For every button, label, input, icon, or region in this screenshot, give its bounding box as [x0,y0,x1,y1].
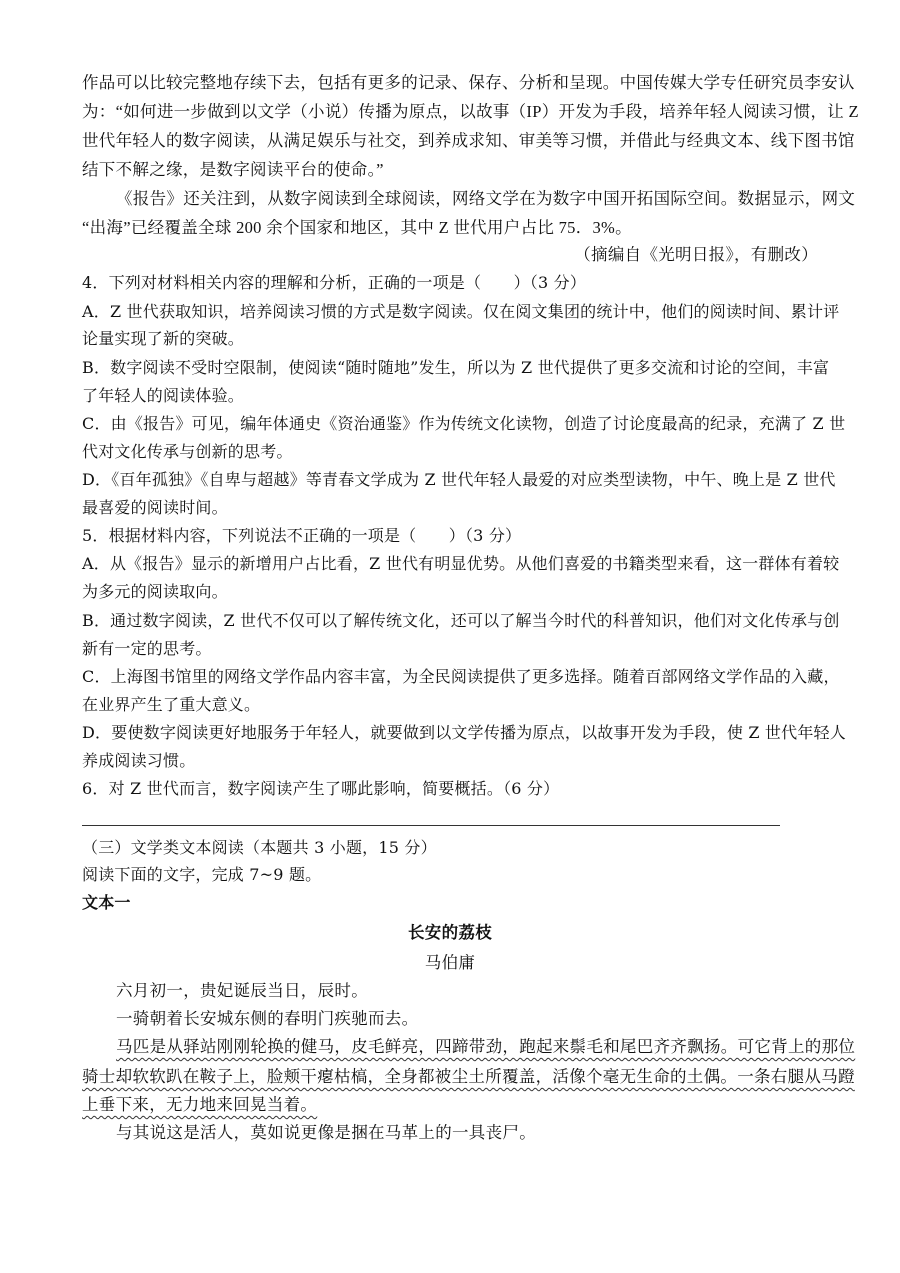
q5-option-d: D．要使数字阅读更好地服务于年轻人，就要做到以文学传播为原点，以故事开发为手段，使 Z 世代年轻人 [82,723,846,742]
story-title: 长安的荔枝 [408,923,492,942]
q5-option-a-cont: 为多元的阅读取向。 [82,582,228,601]
q4-option-a-cont: 论量实现了新的突破。 [82,329,245,348]
question-6-stem: 6．对 Z 世代而言，数字阅读产生了哪此影响，简要概括。（6 分） [82,779,560,798]
passage-line: 世代年轻人的数字阅读，从满足娱乐与社交，到养成求知、审美等习惯，并借此与经典文本、线下图书馆 [82,131,855,150]
section-divider [82,825,780,826]
underlined-sentence: 上垂下来，无力地来回晃当着。 [82,1095,318,1114]
passage-line: 《报告》还关注到，从数字阅读到全球阅读，网络文学在为数字中国开拓国际空间。数据显示，网文 [116,189,856,208]
q4-option-b-cont: 了年轻人的阅读体验。 [82,386,245,405]
story-paragraph-1: 六月初一，贵妃诞辰当日，辰时。 [116,981,368,1000]
story-paragraph-3-line [116,1036,855,1058]
passage-source: （摘编自《光明日报》，有删改） [574,245,818,264]
q5-option-c-cont: 在业界产生了重大意义。 [82,695,261,714]
q4-option-d: D．《百年孤独》《自卑与超越》等青春文学成为 Z 世代年轻人最爱的对应类型读物，中午、晚上是 Z 世代 [82,470,836,489]
underlined-sentence: 骑士却软软趴在鞍子上，脸颊干瘪枯槁，全身都被尘土所覆盖，活像个毫无生命的土偶。一条右腿从马蹬 [82,1067,855,1086]
text-one-label: 文本一 [82,893,131,912]
underlined-sentence: 马匹是从驿站刚刚轮换的健马，皮毛鲜亮，四蹄带劲，跑起来鬃毛和尾巴齐齐飘扬。可它背上的那位 [116,1037,856,1056]
passage-line: 为：“如何进一步做到以文学（小说）传播为原点，以故事（IP）开发为手段，培养年轻人阅读习惯，让 Z [82,102,859,121]
question-4-stem: 4．下列对材料相关内容的理解和分析，正确的一项是（ ）（3 分） [82,273,587,292]
passage-line: 作品可以比较完整地存续下去，包括有更多的记录、保存、分析和呈现。中国传媒大学专任研究员李安认 [82,73,855,92]
q5-option-c: C．上海图书馆里的网络文学作品内容丰富，为全民阅读提供了更多选择。随着百部网络文学作品的入藏， [82,667,840,686]
section-3-instruction: 阅读下面的文字，完成 7~9 题。 [82,865,322,884]
q4-option-d-cont: 最喜爱的阅读时间。 [82,498,228,517]
story-paragraph-3-line [82,1094,317,1116]
story-paragraph-3-line [82,1066,855,1088]
story-author: 马伯庸 [424,953,476,972]
story-paragraph-4: 与其说这是活人，莫如说更像是捆在马革上的一具丧尸。 [116,1123,536,1142]
passage-line: “出海”已经覆盖全球 200 余个国家和地区，其中 Z 世代用户占比 75．3%。 [82,218,632,237]
q5-option-d-cont: 养成阅读习惯。 [82,751,196,770]
story-paragraph-2: 一骑朝着长安城东侧的春明门疾驰而去。 [116,1009,419,1028]
question-5-stem: 5．根据材料内容，下列说法不正确的一项是（ ）（3 分） [82,526,522,545]
q5-option-b-cont: 新有一定的思考。 [82,639,212,658]
q4-option-a: A．Z 世代获取知识，培养阅读习惯的方式是数字阅读。仅在阅文集团的统计中，他们的阅读时间、累计评 [82,302,840,321]
passage-line: 结下不解之缘，是数字阅读平台的使命。” [82,160,384,179]
q4-option-b: B．数字阅读不受时空限制，使阅读“随时随地”发生，所以为 Z 世代提供了更多交流和讨论的空间，丰富 [82,358,830,377]
q4-option-c-cont: 代对文化传承与创新的思考。 [82,442,293,461]
q5-option-b: B．通过数字阅读，Z 世代不仅可以了解传统文化，还可以了解当今时代的科普知识，他们对文化传承与创 [82,611,840,630]
section-3-heading: （三）文学类文本阅读（本题共 3 小题，15 分） [82,838,437,857]
q4-option-c: C．由《报告》可见，编年体通史《资治通鉴》作为传统文化读物，创造了讨论度最高的纪录，充满了 Z 世 [82,414,846,433]
q5-option-a: A．从《报告》显示的新增用户占比看，Z 世代有明显优势。从他们喜爱的书籍类型来看，这一群体有着较 [82,554,840,573]
